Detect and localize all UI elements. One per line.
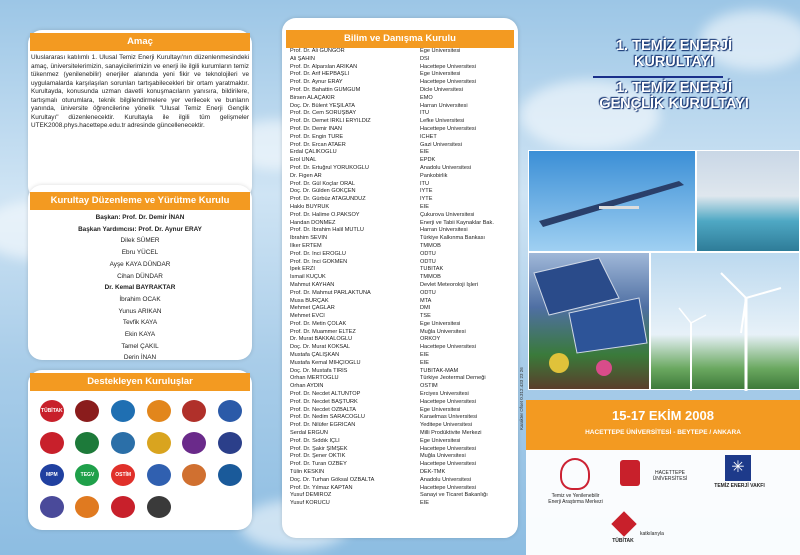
advisory-member-name: Erdal ÇALIKOĞLU (290, 149, 337, 156)
advisory-row (290, 243, 516, 251)
advisory-member-institution: Dicle Üniversitesi (420, 86, 463, 93)
committee-member: Ayşe KAYA DÜNDAR (109, 260, 171, 268)
advisory-member-institution: Lefke Üniversitesi (420, 118, 465, 125)
advisory-member-name: Musa BURÇAK (290, 297, 329, 304)
advisory-row (290, 95, 516, 103)
advisory-member-name: Prof. Dr. Demet IRKLI ERYILDIZ (290, 118, 371, 125)
sponsor-logo: OSTİM (111, 464, 135, 486)
advisory-member-institution: TMMOB (420, 274, 441, 281)
chair-label: Başkan: (95, 214, 121, 221)
advisory-member-name: Birsen ALAÇAKIR (290, 94, 335, 101)
advisory-member-name: Prof. Dr. Muammer ELTEZ (290, 328, 356, 335)
advisory-member-institution: Hacettepe Üniversitesi (420, 125, 476, 132)
advisory-member-name: Mehmet EVCİ (290, 313, 325, 320)
hacettepe-logo-label: HACETTEPE ÜNİVERSİTESİ (652, 470, 688, 482)
sponsor-logo (182, 432, 206, 454)
advisory-member-institution: MTA (420, 297, 432, 304)
advisory-member-name: Prof. Dr. Necdet ÖZBALTA (290, 406, 357, 413)
advisory-row (290, 227, 516, 235)
advisory-member-institution: Karaelmas Üniversitesi (420, 414, 478, 421)
sponsor-logo (182, 464, 206, 486)
advisory-row (290, 110, 516, 118)
advisory-row (290, 103, 516, 111)
advisory-row (290, 321, 516, 329)
advisory-row (290, 266, 516, 274)
committee-list (31, 212, 249, 364)
advisory-row (290, 336, 516, 344)
vice-chair-name: Prof. Dr. Aynur ERAY (138, 225, 202, 233)
advisory-member-institution: Pankobirlik (420, 172, 448, 179)
advisory-row (290, 282, 516, 290)
wind-turbine-icon (651, 253, 800, 391)
committee-member: Derin İNAN (123, 354, 157, 362)
sponsors-header: Destekleyen Kuruluşlar (30, 373, 250, 391)
advisory-member-name: Doç. Dr. Mustafa TIRIS (290, 367, 348, 374)
advisory-member-name: Prof. Dr. Şener OKTİK (290, 453, 346, 460)
advisory-row (290, 453, 516, 461)
advisory-row (290, 64, 516, 72)
advisory-member-name: Mahmut KAYHAN (290, 281, 335, 288)
advisory-member-name: Ali ŞAHİN (290, 55, 315, 62)
advisory-member-name: Prof. Dr. Gürbüz ATAGÜNDÜZ (290, 196, 366, 203)
advisory-member-institution: Hacettepe Üniversitesi (420, 398, 476, 405)
advisory-member-institution: Harran Üniversitesi (420, 227, 468, 234)
advisory-row (290, 360, 516, 368)
advisory-row (290, 492, 516, 500)
sponsor-logo (147, 400, 171, 422)
advisory-member-name: Prof. Dr. Engin TÜRE (290, 133, 344, 140)
advisory-row (290, 181, 516, 189)
sponsor-logo (75, 496, 99, 518)
advisory-member-institution: ODTÜ (420, 289, 436, 296)
sponsor-logo (75, 400, 99, 422)
committee-member: Yunus ARIKAN (118, 307, 162, 315)
advisory-row (290, 259, 516, 267)
advisory-row (290, 383, 516, 391)
sponsor-note: katkılarıyla (640, 531, 664, 537)
advisory-member-name: Yusuf DEMİRÖZ (290, 492, 332, 499)
advisory-row (290, 438, 516, 446)
advisory-member-name: Doç. Dr. Turhan Göksal ÖZBALTA (290, 476, 375, 483)
advisory-member-institution: Hacettepe Üniversitesi (420, 445, 476, 452)
advisory-member-institution: Hacettepe Üniversitesi (420, 63, 476, 70)
advisory-row (290, 344, 516, 352)
advisory-member-name: Tülin KESKİN (290, 469, 325, 476)
advisory-row (290, 212, 516, 220)
committee-member: İbrahim OCAK (119, 295, 161, 303)
title-divider (593, 76, 723, 78)
advisory-row (290, 196, 516, 204)
advisory-member-name: Prof. Dr. Demir İNAN (290, 125, 342, 132)
solar-plane-icon (529, 151, 697, 253)
photo-collage (528, 150, 800, 390)
advisory-row (290, 430, 516, 438)
advisory-member-name: Dr. Figen AR (290, 172, 322, 179)
title-line: GENÇLİK KURULTAYI (599, 96, 749, 112)
advisory-member-name: Prof. Dr. Necdet BAŞTÜRK (290, 398, 358, 405)
advisory-row (290, 313, 516, 321)
advisory-member-name: Prof. Dr. İnci EROĞLU (290, 250, 346, 257)
advisory-member-institution: ODTÜ (420, 258, 436, 265)
advisory-member-name: İpek ERZİ (290, 266, 315, 273)
advisory-member-institution: TÜBİTAK (420, 266, 444, 273)
sponsor-logo (218, 464, 242, 486)
committee-member: Dilek SÜMER (120, 237, 160, 245)
advisory-member-institution: Türkiye Kalkınma Bankası (420, 235, 485, 242)
advisory-member-name: Yusuf KORUCU (290, 500, 330, 507)
committee-member: Tamel ÇAKIL (121, 342, 159, 350)
advisory-member-name: Mustafa Kemal MIHÇIOĞLU (290, 359, 361, 366)
advisory-member-name: Prof. Dr. Alparslan ARIKAN (290, 63, 358, 70)
advisory-member-institution: DSİ (420, 55, 430, 62)
sponsor-logo: TEGV (75, 464, 99, 486)
advisory-member-institution: Hacettepe Üniversitesi (420, 344, 476, 351)
advisory-row (290, 399, 516, 407)
advisory-member-name: Prof. Dr. Halime Ö.PAKSOY (290, 211, 360, 218)
advisory-member-name: Doç. Dr. Gülden GÖKÇEN (290, 188, 356, 195)
advisory-list (290, 48, 516, 508)
advisory-member-institution: Anadolu Üniversitesi (420, 164, 471, 171)
title-line: KURULTAYI (633, 54, 715, 70)
event-venue: HACETTEPE ÜNİVERSİTESİ - BEYTEPE / ANKARA (585, 429, 741, 436)
title-line: 1. TEMİZ ENERJİ (615, 38, 733, 54)
advisory-member-institution: Ege Üniversitesi (420, 437, 461, 444)
advisory-member-name: Mustafa ÇALIŞKAN (290, 352, 340, 359)
advisory-row (290, 251, 516, 259)
advisory-row (290, 126, 516, 134)
advisory-row (290, 391, 516, 399)
advisory-member-institution: Gazi Üniversitesi (420, 141, 462, 148)
sponsor-logo-grid (34, 400, 248, 518)
advisory-row (290, 48, 516, 56)
advisory-member-institution: TÜBİTAK-MAM (420, 367, 459, 374)
advisory-member-name: Prof. Dr. Nedim SARACOĞLU (290, 414, 365, 421)
advisory-row (290, 79, 516, 87)
advisory-member-institution: EPDK (420, 157, 436, 164)
advisory-member-institution: EİE (420, 149, 430, 156)
vakif-logo-label: TEMİZ ENERJİ VAKFI (714, 483, 765, 489)
advisory-member-name: Prof. Dr. Nilüfer EĞRİCAN (290, 422, 356, 429)
advisory-member-name: İsmail KÜÇÜK (290, 274, 326, 281)
advisory-member-institution: Hacettepe Üniversitesi (420, 461, 476, 468)
hacettepe-logo (620, 460, 640, 486)
advisory-row (290, 149, 516, 157)
advisory-member-name: Prof. Dr. Aynur ERAY (290, 79, 343, 86)
advisory-member-name: Prof. Dr. Ercan ATAER (290, 141, 346, 148)
advisory-member-name: İbrahim SEVİN (290, 235, 327, 242)
advisory-member-institution: Erciyes Üniversitesi (420, 391, 469, 398)
advisory-member-institution: Enerji ve Tabii Kaynaklar Bak. (420, 219, 494, 226)
sponsor-logo (147, 464, 171, 486)
advisory-member-institution: Ege Üniversitesi (420, 48, 461, 54)
vice-chair-label: Başkan Yardımcısı: (78, 225, 137, 233)
sponsor-logo (218, 400, 242, 422)
advisory-member-institution: İTÜ (420, 180, 430, 187)
sponsor-logo (147, 496, 171, 518)
advisory-member-institution: Hacettepe Üniversitesi (420, 79, 476, 86)
committee-member: Dr. Kemal BAYRAKTAR (104, 284, 176, 292)
advisory-member-institution: EİE (420, 352, 430, 359)
advisory-member-institution: İYTE (420, 196, 433, 203)
advisory-row (290, 477, 516, 485)
advisory-member-institution: Ege Üniversitesi (420, 406, 461, 413)
advisory-row (290, 87, 516, 95)
advisory-member-institution: ORKOY (420, 336, 441, 343)
advisory-member-name: Mehmet ÇAĞLAR (290, 305, 335, 312)
sponsor-logo (75, 432, 99, 454)
committee-header: Kurultay Düzenleme ve Yürütme Kurulu (30, 192, 250, 210)
advisory-row (290, 157, 516, 165)
advisory-row (290, 134, 516, 142)
advisory-member-name: Prof. Dr. Şakir ŞİMŞEK (290, 445, 348, 452)
advisory-row (290, 485, 516, 493)
sponsor-logo (111, 400, 135, 422)
advisory-member-name: Prof. Dr. Gül Koçlar ORAL (290, 180, 355, 187)
advisory-row (290, 204, 516, 212)
advisory-row (290, 461, 516, 469)
advisory-member-institution: Ege Üniversitesi (420, 320, 461, 327)
advisory-member-institution: Ege Üniversitesi (420, 71, 461, 78)
committee-vice-chair (31, 224, 249, 236)
sponsor-logo: TÜBİTAK (40, 400, 64, 422)
advisory-member-institution: Sanayi ve Ticaret Bakanlığı (420, 492, 488, 499)
cover-title (563, 38, 785, 112)
advisory-member-institution: Muğla Üniversitesi (420, 453, 466, 460)
advisory-row (290, 71, 516, 79)
advisory-member-name: Serdal ERGÜN (290, 430, 328, 437)
advisory-row (290, 220, 516, 228)
advisory-row (290, 118, 516, 126)
advisory-row (290, 290, 516, 298)
advisory-member-name: Orhan AYDIN (290, 383, 324, 390)
advisory-row (290, 329, 516, 337)
advisory-member-institution: EİE (420, 500, 430, 507)
sponsor-logo (111, 496, 135, 518)
chair-name: Prof. Dr. Demir İNAN (122, 214, 185, 221)
utem-logo-label: Temiz ve Yenilenebilir Enerji Araştırma Merkezi (548, 493, 603, 505)
advisory-member-institution: Türkiye Jeotermal Derneği (420, 375, 486, 382)
solar-panel-icon (529, 253, 651, 391)
geothermal-photo (696, 150, 800, 252)
advisory-row (290, 56, 516, 64)
advisory-row (290, 298, 516, 306)
advisory-row (290, 500, 516, 508)
advisory-member-institution: Devlet Meteoroloji İşleri (420, 281, 479, 288)
amac-text: Uluslararası katılımlı 1. Ulusal Temiz Enerji Kurultayı'nın düzenlenmesindeki amaç, üniversitelerimizin, sanayicilerimizin ve enerji ile ilgili kurumların temiz tükenmez (yenilenebilir) enerjiler alanında yeni fikir ve teknolojileri ve uygulamalarda karşılaşılan sorunları tartışabilecekleri bir ortam yaratmaktır. Kurultayda, konusunda uzman davetli konuşmacıların yanısıra, bildirilere, tartışmalı oturumlara, teknik bilgilendirmelere yer verilecek ve bunların yanında, üniversite öğrencilerine yönelik "Ulusal Temiz Enerji Gençlik Kurultayı" düzenlenecektir. Kurultayla ile ilgili tüm gelişmeler UTEK2008.phys.hacettepe.edu.tr adresinde güncellenecektir. (31, 54, 249, 129)
advisory-row (290, 407, 516, 415)
advisory-member-name: Erol ÜNAL (290, 157, 317, 164)
advisory-member-institution: EİE (420, 203, 430, 210)
advisory-row (290, 173, 516, 181)
wind-turbine-photo (650, 252, 800, 390)
advisory-member-name: Prof. Dr. İnci GÖKMEN (290, 258, 348, 265)
advisory-member-name: Handan DÖNMEZ (290, 219, 336, 226)
title-line: 1. TEMİZ ENERJİ (615, 80, 733, 96)
advisory-member-name: Hakkı BUYRUK (290, 203, 330, 210)
advisory-member-name: Dr. Murat BAKKALOĞLU (290, 336, 353, 343)
advisory-member-name: Prof. Dr. Turan ÖZBEY (290, 461, 347, 468)
advisory-member-name: Orhan MERTOĞLU (290, 375, 339, 382)
advisory-row (290, 274, 516, 282)
advisory-member-institution: Milli Prodüktivite Merkezi (420, 430, 482, 437)
sponsor-logo (40, 496, 64, 518)
advisory-row (290, 352, 516, 360)
advisory-member-institution: OSTİM (420, 383, 438, 390)
advisory-row (290, 446, 516, 454)
sponsor-logo (40, 432, 64, 454)
advisory-member-name: İlker ERTEM (290, 242, 322, 249)
temiz-enerji-vakfi-logo: ✳ (725, 455, 751, 481)
advisory-row (290, 368, 516, 376)
advisory-row (290, 305, 516, 313)
advisory-member-name: Prof. Dr. Bahattin GÜMGÜM (290, 86, 361, 93)
advisory-member-name: Prof. Dr. Sıddık İÇLİ (290, 437, 340, 444)
advisory-member-name: Doç. Dr. Bülent YEŞİLATA (290, 102, 355, 109)
solar-plane-photo (528, 150, 696, 252)
advisory-row (290, 188, 516, 196)
advisory-member-institution: İYTE (420, 188, 433, 195)
advisory-member-name: Prof. Dr. Yılmaz KAPTAN (290, 484, 353, 491)
advisory-row (290, 469, 516, 477)
advisory-member-name: Prof. Dr. Mahmut PARLAKTUNA (290, 289, 371, 296)
advisory-member-name: Prof. Dr. Cem SORUŞBAY (290, 110, 357, 117)
advisory-member-name: Prof. Dr. Metin ÇOLAK (290, 320, 347, 327)
sponsor-logo (182, 400, 206, 422)
sponsor-logo (147, 432, 171, 454)
committee-member: Ekin KAYA (124, 331, 156, 339)
advisory-member-institution: Muğla Üniversitesi (420, 328, 466, 335)
advisory-member-name: Prof. Dr. Ali GÜNGÖR (290, 48, 345, 54)
committee-member: Ebru YÜCEL (121, 249, 159, 257)
amac-header: Amaç (30, 33, 250, 51)
committee-member: Tevfik KAYA (122, 319, 158, 327)
advisory-row (290, 235, 516, 243)
advisory-member-institution: Hacettepe Üniversitesi (420, 484, 476, 491)
committee-chair (31, 212, 249, 224)
sponsor-logo (111, 432, 135, 454)
advisory-member-institution: EMO (420, 94, 433, 101)
advisory-member-institution: ODTÜ (420, 250, 436, 257)
advisory-member-name: Prof. Dr. Ertuğrul YÖRÜKOĞLU (290, 164, 369, 171)
sponsor-logo (218, 432, 242, 454)
solar-panel-photo (528, 252, 650, 390)
committee-member: Cihan DÜNDAR (117, 272, 163, 280)
advisory-header: Bilim ve Danışma Kurulu (286, 30, 514, 48)
advisory-row (290, 375, 516, 383)
advisory-member-institution: DMİ (420, 305, 431, 312)
printer-code: Karakter Ofset 0.312.433 23 26 (519, 367, 524, 430)
advisory-member-name: Doç. Dr. Murat KÖKSAL (290, 344, 350, 351)
advisory-member-name: Prof. Dr. Arif HEPBAŞLI (290, 71, 350, 78)
advisory-member-institution: Çukurova Üniversitesi (420, 211, 475, 218)
advisory-member-institution: Anadolu Üniversitesi (420, 476, 471, 483)
advisory-member-name: Prof. Dr. İbrahim Halil MUTLU (290, 227, 364, 234)
advisory-member-institution: TSE (420, 313, 431, 320)
advisory-row (290, 422, 516, 430)
advisory-member-institution: Yeditepe Üniversitesi (420, 422, 473, 429)
sponsor-logo: MPM (40, 464, 64, 486)
tubitak-label: TÜBİTAK (612, 538, 634, 544)
advisory-member-institution: Harran Üniversitesi (420, 102, 468, 109)
advisory-member-institution: DEK-TMK (420, 469, 446, 476)
advisory-row (290, 142, 516, 150)
event-date: 15-17 EKİM 2008 (612, 408, 714, 423)
utem-logo (560, 458, 590, 490)
advisory-member-institution: İTÜ (420, 110, 430, 117)
advisory-member-institution: ICHET (420, 133, 437, 140)
advisory-member-name: Prof. Dr. Necdet ALTUNTOP (290, 391, 361, 398)
advisory-member-institution: EİE (420, 359, 430, 366)
advisory-row (290, 165, 516, 173)
advisory-member-institution: TMMOB (420, 242, 441, 249)
advisory-row (290, 414, 516, 422)
